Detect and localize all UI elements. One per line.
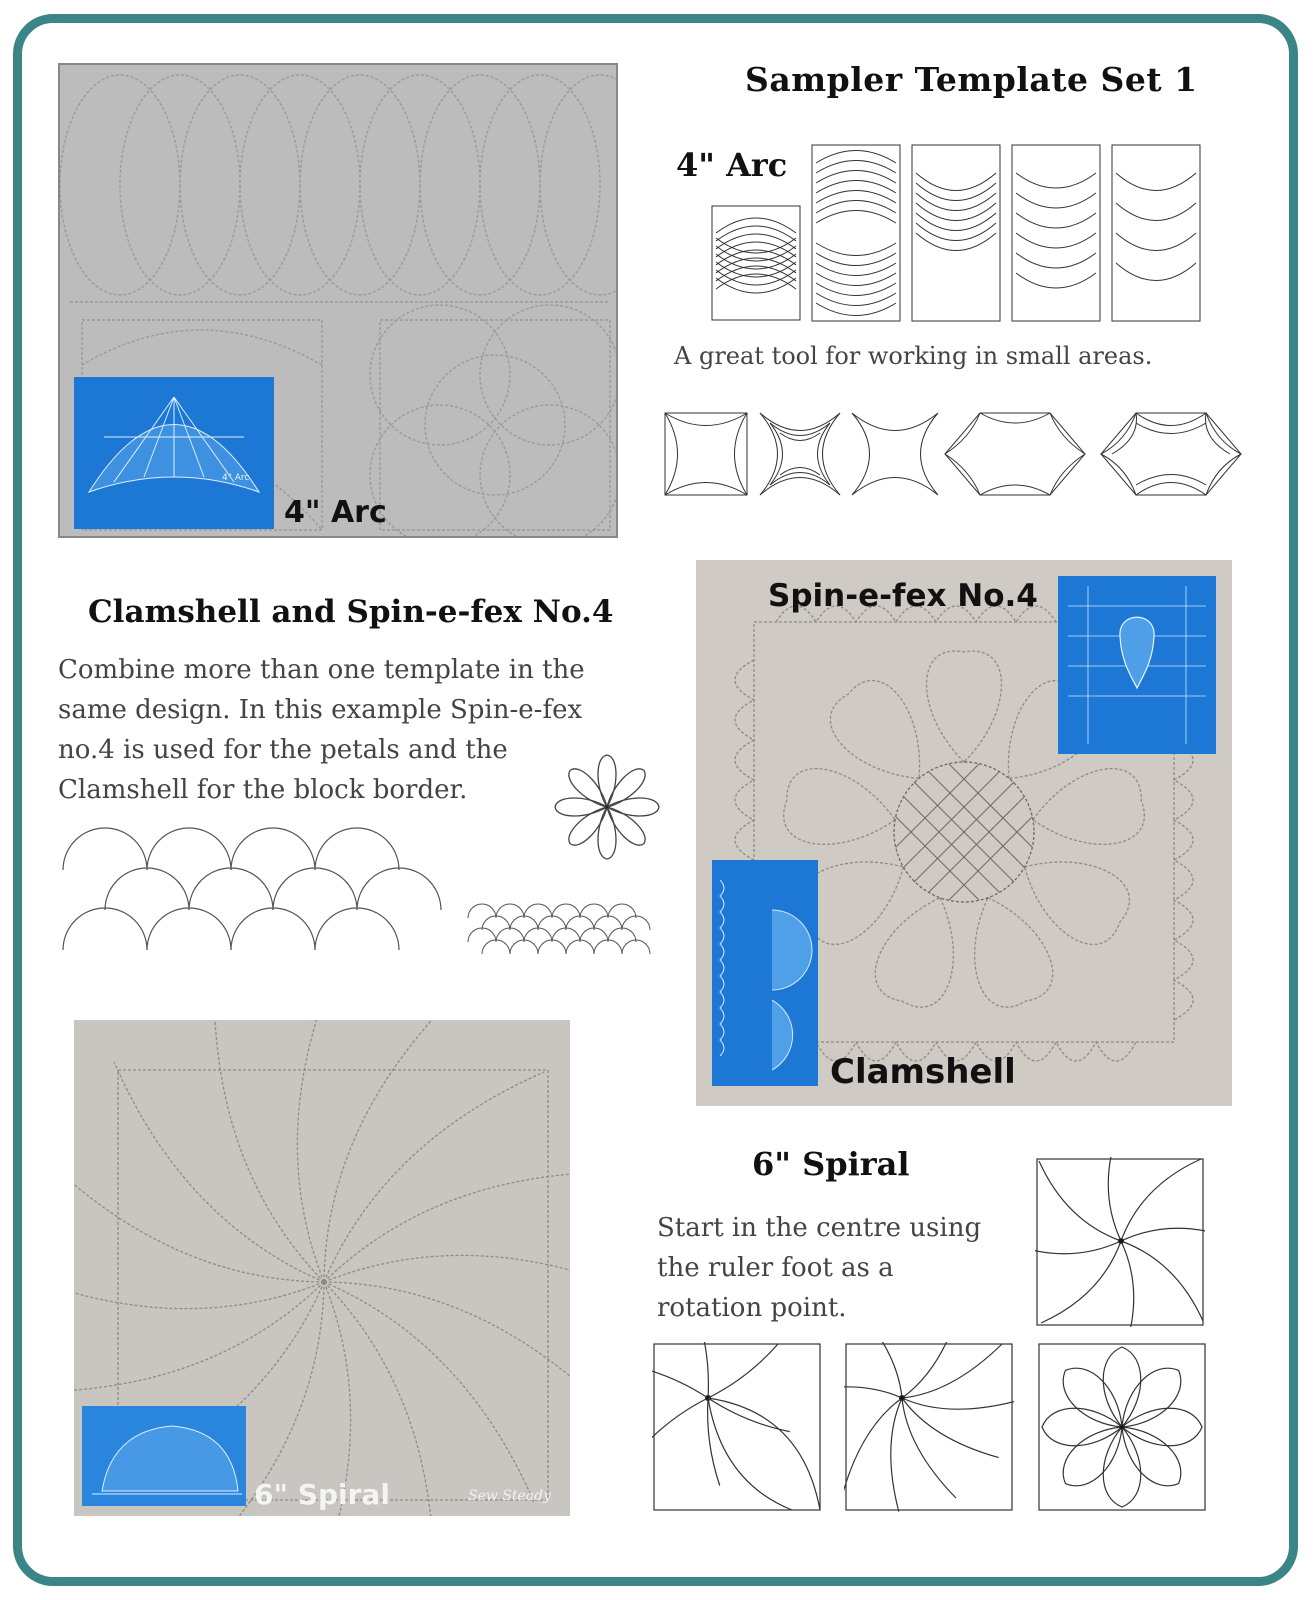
spiral-description-line-2: the ruler foot as a <box>657 1253 894 1283</box>
spiral-diagram-1 <box>1035 1157 1205 1327</box>
spiral-description <box>657 1208 981 1328</box>
clamshell-heading: Clamshell and Spin-e-fex No.4 <box>88 594 614 630</box>
spiral-diagram-4 <box>1037 1342 1207 1512</box>
spin-e-fex-ruler-image <box>1058 576 1216 754</box>
arc-ruler-text: 4" Arc <box>222 473 250 483</box>
arc-diagram-1-arcs <box>716 218 796 293</box>
arc-diagram-panel-4 <box>1012 145 1100 321</box>
clamshell-description <box>58 650 585 810</box>
spin-e-fex-photo-label: Spin-e-fex No.4 <box>768 578 1038 614</box>
clamshell-description-line-2: same design. In this example Spin-e-fex <box>58 695 583 725</box>
clamshell-description-line-4: Clamshell for the block border. <box>58 775 468 805</box>
clamshell-diagram-large <box>60 822 450 957</box>
spiral-heading: 6" Spiral <box>752 1145 910 1183</box>
arc-shape-star <box>760 413 840 495</box>
spin-clamshell-quilt-photo <box>696 560 1232 1106</box>
arc-diagram-panel-3 <box>912 145 1000 321</box>
flower-diagram <box>552 750 662 865</box>
spiral-description-line-1: Start in the centre using <box>657 1213 982 1243</box>
clamshell-photo-label: Clamshell <box>830 1052 1016 1092</box>
arc-diagram-row-1 <box>708 143 1208 328</box>
page-title: Sampler Template Set 1 <box>745 60 1198 99</box>
clamshell-diagram-small <box>463 893 653 963</box>
clamshell-description-line-1: Combine more than one template in the <box>58 655 585 685</box>
arc-shape-four-point <box>852 413 938 495</box>
clamshell-ruler-image <box>712 860 818 1086</box>
arc-shape-hexagon <box>945 413 1085 495</box>
clamshell-description-line-3: no.4 is used for the petals and the <box>58 735 508 765</box>
arc-photo-label: 4" Arc <box>284 495 387 530</box>
spiral-description-line-3: rotation point. <box>657 1293 847 1323</box>
arc-diagram-row-2 <box>660 408 1245 508</box>
arc-diagram-panel-5 <box>1112 145 1200 321</box>
sew-steady-watermark: Sew Steady <box>468 1488 552 1504</box>
arc-quilt-photo <box>58 63 618 538</box>
spiral-ruler-image <box>82 1406 246 1506</box>
arc-diagram-panel-2 <box>812 145 900 321</box>
spiral-photo-label: 6" Spiral <box>254 1478 390 1511</box>
spiral-diagram-3 <box>844 1342 1014 1512</box>
spiral-quilt-photo <box>74 1020 570 1516</box>
spiral-diagram-2 <box>652 1342 822 1512</box>
arc-description: A great tool for working in small areas. <box>674 342 1153 370</box>
arc-ruler-image <box>74 377 274 529</box>
arc-heading: 4" Arc <box>676 146 788 184</box>
arc-diagram-panel-1 <box>712 206 800 320</box>
